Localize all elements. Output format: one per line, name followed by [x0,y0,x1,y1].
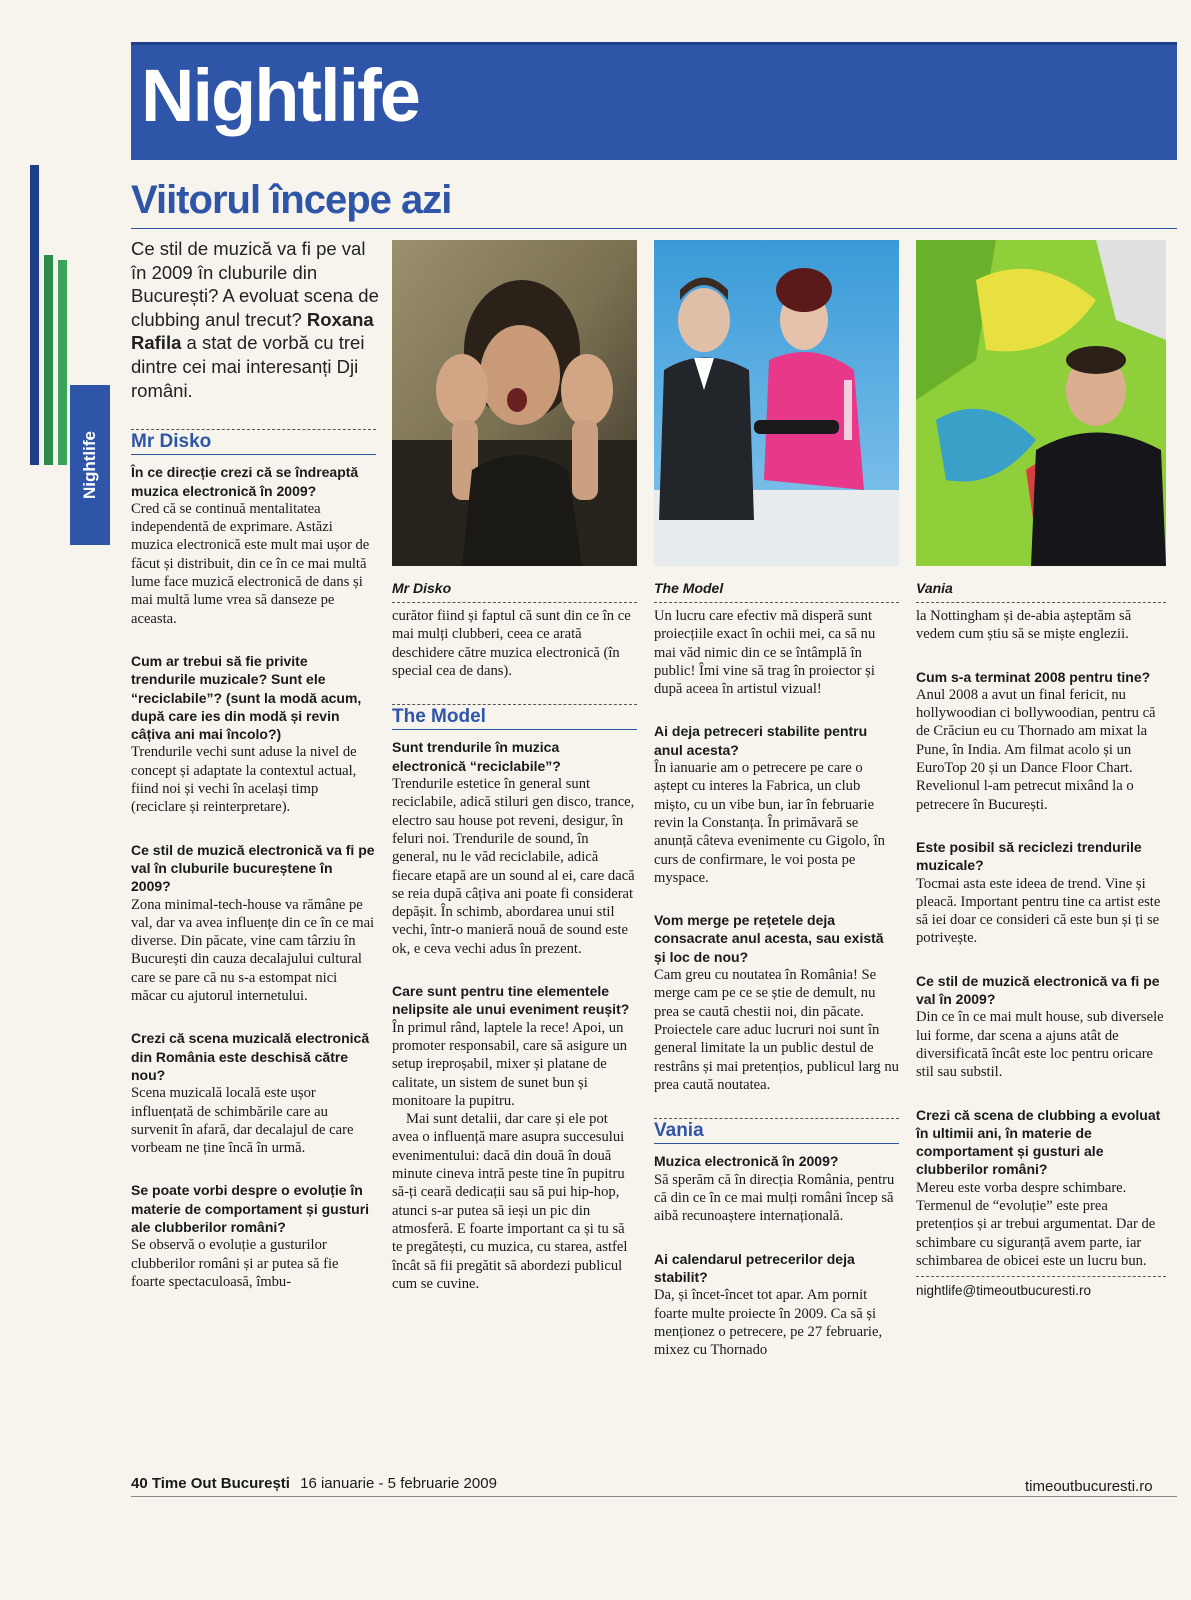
headline-rule [131,228,1177,229]
section-title: Nightlife [141,54,419,137]
question: Este posibil să reciclezi trendurile muzicale? [916,838,1142,874]
answer: Din ce în ce mai mult house, sub diversele lui forme, dar scena a ajuns atât de diversificată încât este loc pentru oricare stil sau substil. [916,1009,1164,1081]
section-header [131,42,1177,160]
question: Care sunt pentru tine elementele nelipsite ale unui eveniment reușit? [392,983,630,1018]
answer: Scena muzicală locală este ușor influențată de schimbările care au survenit în afară, dar decalajul de care vorbeam ne ține încă în urmă. [131,1085,354,1157]
column-4 [916,607,1166,1301]
question: Crezi că scena de clubbing a evoluat în ultimii ani, în materie de comportament și gusturi ale clubberilor români? [916,1106,1161,1178]
answer: Cam greu cu noutatea în România! Se merge cam pe ce se știe de demult, nu prea se caută chestii noi, din păcate. Proiectele care aduc lucruri noi sunt în general limitate la un public destul de restrâns și mai pretențios, publicul larg nu prea caută noutatea. [654,967,899,1093]
article-headline: Viitorul începe azi [131,178,452,222]
section-mr-disko: Mr Disko [131,429,376,455]
question: Ce stil de muzică electronică va fi pe val în 2009? [916,972,1160,1008]
answer: Să sperăm că în direcția România, pentru că din ce în ce mai mulți români încep să aibă recunoaștere internațională. [654,1171,895,1225]
article-intro [131,237,381,402]
question: Cum s-a terminat 2008 pentru tine? [916,668,1151,685]
question: Vom merge pe rețetele deja consacrate anul acesta, sau există și loc de nou? [654,912,884,965]
column-1 [131,429,376,1315]
answer: Da, și încet-încet tot apar. Am pornit foarte multe proiecte în 2009. Ca să și menționez o petrecere, pe 27 februarie, mixez cu Thornado [654,1287,883,1359]
question: Se poate vorbi despre o evoluție în materie de comportament și gusturi ale clubberilor români? [131,1182,370,1235]
answer: Zona minimal-tech-house va rămâne pe val, dar va avea influențe din ce în ce mai diverse. Din păcate, vine cam târziu în București din cauza decalajului cultural care se pare că nu s-a estompat nici măcar cu ajutorul internetului. [131,896,375,1005]
publication-name: Time Out București [151,1475,290,1492]
side-tab-label: Nightlife [80,431,99,499]
photo-vania [916,240,1166,566]
footer-rule [131,1496,1177,1497]
caption-rule [654,602,899,604]
caption-rule [392,602,637,604]
author-name: Roxana Rafila [131,308,374,354]
caption-vania: Vania [916,580,953,596]
issue-date: 16 ianuarie - 5 februarie 2009 [300,1475,497,1492]
column-2 [392,607,637,1317]
section-the-model: The Model [392,704,637,730]
caption-rule [916,602,1166,604]
photo-mr-disko [392,240,637,566]
page-number: 40 [131,1475,148,1492]
answer: În primul rând, laptele la rece! Apoi, un promoter responsabil, care să asigure un setup ireproșabil, mixer și platane de calitate, un sistem de sunet bun și monitoare la pupitru. [392,1019,628,1109]
answer: Cred că se continuă mentalitatea independentă de exprimare. Astăzi muzica electronică este mult mai ușor de făcut și distribuit, din ce în ce mai multă lume face muzică electronică de dans și mai multă lume vrea să danseze pe aceasta. [131,500,370,627]
column-3 [654,607,899,1383]
answer: În ianuarie am o petrecere pe care o aștept cu interes la Fabrica, un club mișto, cu un vibe bun, iar în februarie revin la Constanța. În primăvară se anunță câteva evenimente cu Gigolo, în curs de confirmare, le voi posta pe myspace. [654,760,885,886]
side-tab [70,385,110,545]
answer: Trendurile estetice în general sunt reciclabile, adică stiluri gen disco, trance, electro sau house pot reveni, desigur, în feluri noi. Trendurile de sound, în general, nu le văd reciclabile, adică fiecare etapă are un sound al ei, care dacă se reia după câțiva ani poate fi considerat depășit. În schimb, abordarea unui stil vechi, într-o manieră nouă de sound este ok, e ceva vechi adus în prezent. [392,776,635,957]
question: Crezi că scena muzicală electronică din România este deschisă către nou? [131,1030,370,1083]
answer: Tocmai asta este ideea de trend. Vine și pleacă. Important pentru tine ca artist este să iei doar ce consideri că este bun și ți se potrivește. [916,875,1161,947]
caption-mr-disko: Mr Disko [392,580,452,596]
answer: Trendurile vechi sunt aduse la nivel de concept și adaptate la contextul actual, fiind noi și vechi în același timp (reciclare și reinterpretare). [131,744,357,816]
question: Sunt trendurile în muzica electronică “reciclabile”? [392,739,561,774]
answer: Anul 2008 a avut un final fericit, nu hollywoodian ci bollywoodian, pentru că de Crăciun eu cu Thornado am mixat la Pune, în India. Am filmat acolo și un EuroTop 20 și un Dance Floor Chart. Revelionul l-am petrecut mixând la o petrecere în București. [916,686,1156,813]
paragraph: curător fiind și faptul că sunt din ce în ce mai mulți clubberi, ceea ce arată deschidere către muzica electronică (în special cea de dans). [392,608,631,679]
question: În ce direcție crezi că se îndreaptă muzica electronică în 2009? [131,464,359,499]
footer-left [131,1475,497,1492]
answer: Mai sunt detalii, dar care și ele pot avea o influență mare asupra succesului evenimentului: dacă din două în două minute cineva intră peste tine în pupitru să-ți ceară dedicații sau să pui hip-hop, atunci s-ar putea să ieși un pic din atmosferă. E foarte important ca și tu să te pregătești, cu muzica, cu starea, astfel încât să fii pregătit să abordezi publicul cum se cuvine. [392,1111,628,1292]
answer: Mereu este vorba despre schimbare. Termenul de “evoluție” este prea pretențios și ar trebui argumentat. Dar de schimbare cu siguranță avem parte, iar schimbarea de obicei este un lucru bun. [916,1179,1156,1269]
caption-the-model: The Model [654,580,724,596]
question: Ai deja petreceri stabilite pentru anul acesta? [654,723,868,758]
intro-text-end: a stat de vorbă cu trei dintre cei mai interesanți Dji români. [131,332,365,401]
question: Ce stil de muzică electronică va fi pe val în cluburile bucureștene în 2009? [131,841,375,895]
footer-site[interactable]: timeoutbucuresti.ro [1025,1478,1153,1495]
question: Ai calendarul petrecerilor deja stabilit? [654,1250,855,1285]
section-vania: Vania [654,1118,899,1144]
question: Cum ar trebui să fie privite trendurile muzicale? Sunt ele “reciclabile”? (sunt la modă acum, după care ies din modă și revin câțiva ani mai încolo?) [131,652,362,743]
intro-text: Ce stil de muzică va fi pe val în 2009 în cluburile din București? A evoluat scena de clubbing anul trecut? [131,238,379,330]
question: Muzica electronică în 2009? [654,1153,839,1170]
paragraph: Un lucru care efectiv mă disperă sunt proiecțiile exact în ochii mei, ca să nu mai văd nimic din ce se întâmplă în public! Îmi vine să trag în proiector și după aceea în artistul vizual! [654,608,876,698]
photo-the-model [654,240,899,566]
paragraph: la Nottingham și de-abia așteptăm să vedem cum știu să se miște englezii. [916,608,1132,643]
answer: Se observă o evoluție a gusturilor clubberilor români și ar putea să fie foarte spectaculoasă, îmbu- [131,1237,339,1290]
email-link[interactable]: nightlife@timeoutbucuresti.ro [916,1276,1166,1300]
